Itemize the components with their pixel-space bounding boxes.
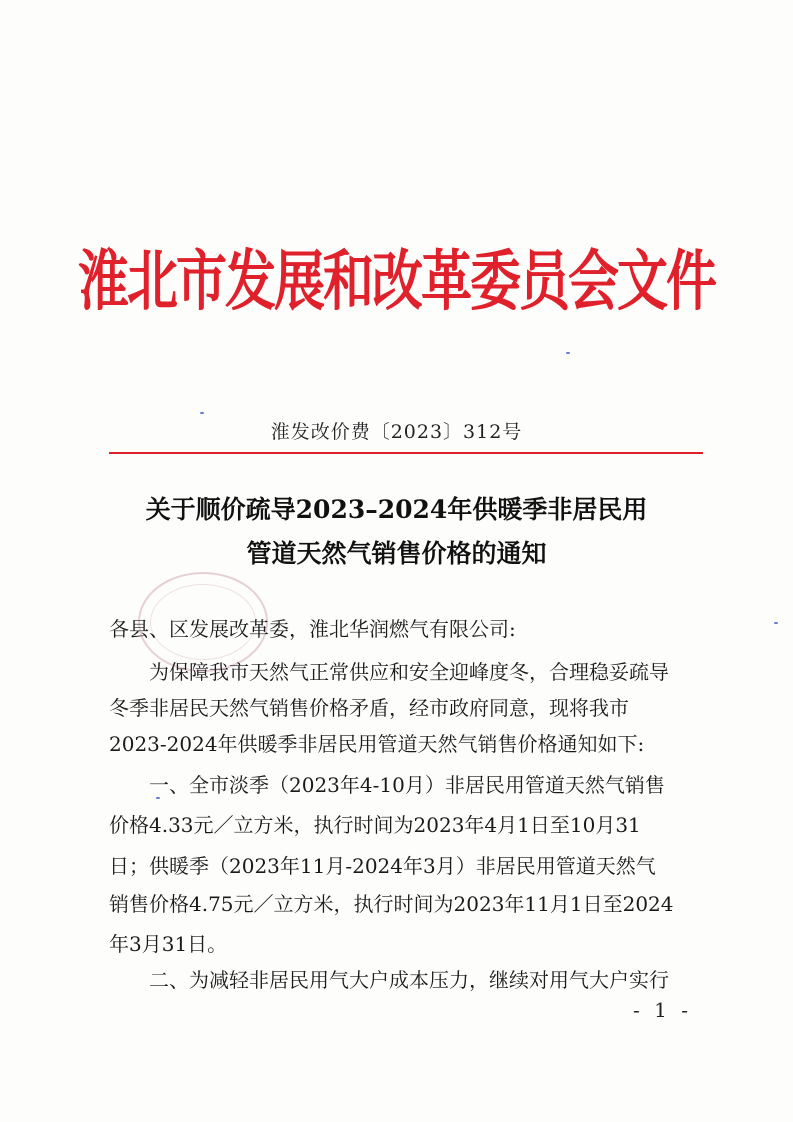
body-line: 二、为减轻非居民用气大户成本压力，继续对用气大户实行 (149, 968, 669, 992)
document-number: 淮发改价费〔2023〕312号 (270, 421, 523, 443)
body-line: 销售价格4.75元／立方米，执行时间为2023年11月1日至2024 (109, 892, 674, 916)
issuer-header-title: 淮北市发展和改革委员会文件 (77, 243, 715, 321)
scan-speck (566, 352, 570, 354)
body-line: 年3月31日。 (109, 932, 228, 956)
body-line: 日；供暖季（2023年11月-2024年3月）非居民用管道天然气 (109, 854, 656, 878)
body-line: 一、全市淡季（2023年4-10月）非居民用管道天然气销售 (149, 773, 665, 797)
body-line: 冬季非居民天然气销售价格矛盾，经市政府同意，现将我市 (109, 696, 629, 720)
body-line: 2023-2024年供暖季非居民用管道天然气销售价格通知如下: (109, 732, 645, 756)
notice-title-line-2: 管道天然气销售价格的通知 (246, 539, 547, 568)
red-separator-line (109, 452, 703, 454)
body-line-addressee: 各县、区发展改革委，淮北华润燃气有限公司: (109, 617, 516, 641)
scan-speck (200, 412, 204, 414)
scan-speck (774, 622, 778, 624)
body-line: 价格4.33元／立方米，执行时间为2023年4月1日至10月31 (109, 813, 641, 837)
page-number: - 1 - (633, 998, 692, 1022)
body-line: 为保障我市天然气正常供应和安全迎峰度冬，合理稳妥疏导 (149, 660, 669, 684)
notice-title-line-1: 关于顺价疏导2023–2024年供暖季非居民用 (145, 495, 648, 524)
